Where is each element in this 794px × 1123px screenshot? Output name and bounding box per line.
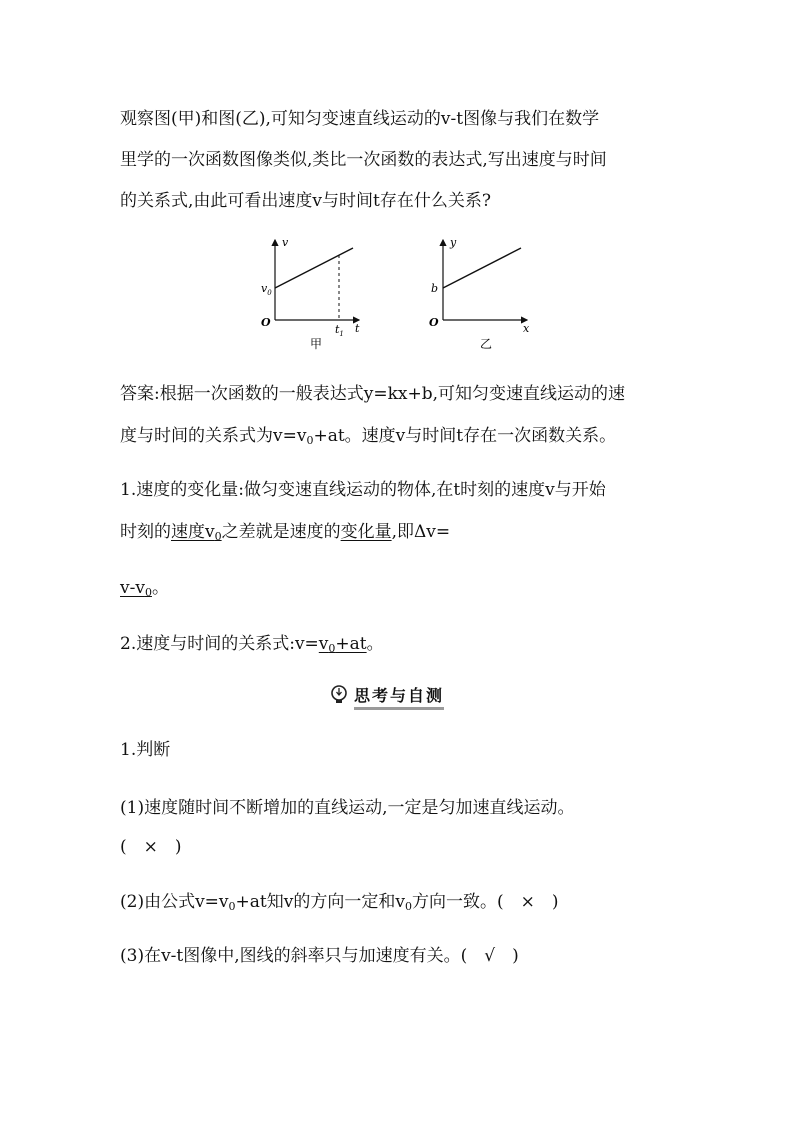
quiz-q3-answer: ( √ ) [460,946,519,966]
section-title: 思考与自测 [354,683,444,710]
section-heading [330,684,444,708]
question-line-2: 里学的一次函数图像类似,类比一次函数的表达式,写出速度与时间 [120,150,607,170]
quiz-q2-answer: ( × ) [496,892,559,912]
left-intercept-label: $v_0$ [261,282,272,297]
quiz-q1-answer: ( × ) [120,837,182,857]
left-tick-label: $t_1$ [335,323,344,338]
blank-delta-v: $v-v_0$ [120,578,152,599]
quiz-q3: (3)在v-t图像中,图线的斜率只与加速度有关。( √ ) [120,946,519,966]
answer-line-1: 答案:根据一次函数的一般表达式y=kx+b,可知匀变速直线运动的速 [120,384,625,404]
blank-formula: $v_0+at$ [318,634,367,655]
right-intercept-label: b [431,282,439,295]
right-origin-label: O [429,316,439,329]
graph-left [261,236,360,351]
right-x-label: x [523,322,530,335]
quiz-q1: (1)速度随时间不断增加的直线运动,一定是匀加速直线运动。 [120,798,575,818]
quiz-q2: (2)由公式$v=v_0+at$知v的方向一定和$v_0$方向一致。( × ) [120,892,559,913]
left-caption: 甲 [310,337,323,351]
right-caption: 乙 [480,337,493,351]
point1-line-3: $v-v_0$。 [120,578,169,599]
blank-initial-velocity: 速度$v_0$ [171,522,222,543]
lightbulb-icon [330,684,348,709]
graph-figures [255,232,545,362]
left-graph-line [275,248,353,288]
right-graph-line [443,248,521,288]
point1-line-2: 时刻的速度$v_0$之差就是速度的变化量,即Δv= [120,522,451,543]
question-line-1: 观察图(甲)和图(乙),可知匀变速直线运动的v-t图像与我们在数学 [120,109,600,129]
left-origin-label: O [261,316,271,329]
left-y-label: v [282,236,289,249]
point2-line: 2.速度与时间的关系式$:v=v_0+at$。 [120,634,384,655]
left-x-label: t [355,322,360,335]
graphs-svg [255,232,545,362]
blank-change: 变化量 [340,522,392,542]
graph-right [429,236,530,351]
question-line-3: 的关系式,由此可看出速度v与时间t存在什么关系? [120,191,491,211]
right-y-label: y [450,236,457,249]
answer-line-2: 度与时间的关系式为$v=v_0+at$。速度v与时间t存在一次函数关系。 [120,426,617,447]
point1-line-1: 1.速度的变化量:做匀变速直线运动的物体,在t时刻的速度v与开始 [120,480,606,500]
quiz-heading: 1.判断 [120,740,171,760]
